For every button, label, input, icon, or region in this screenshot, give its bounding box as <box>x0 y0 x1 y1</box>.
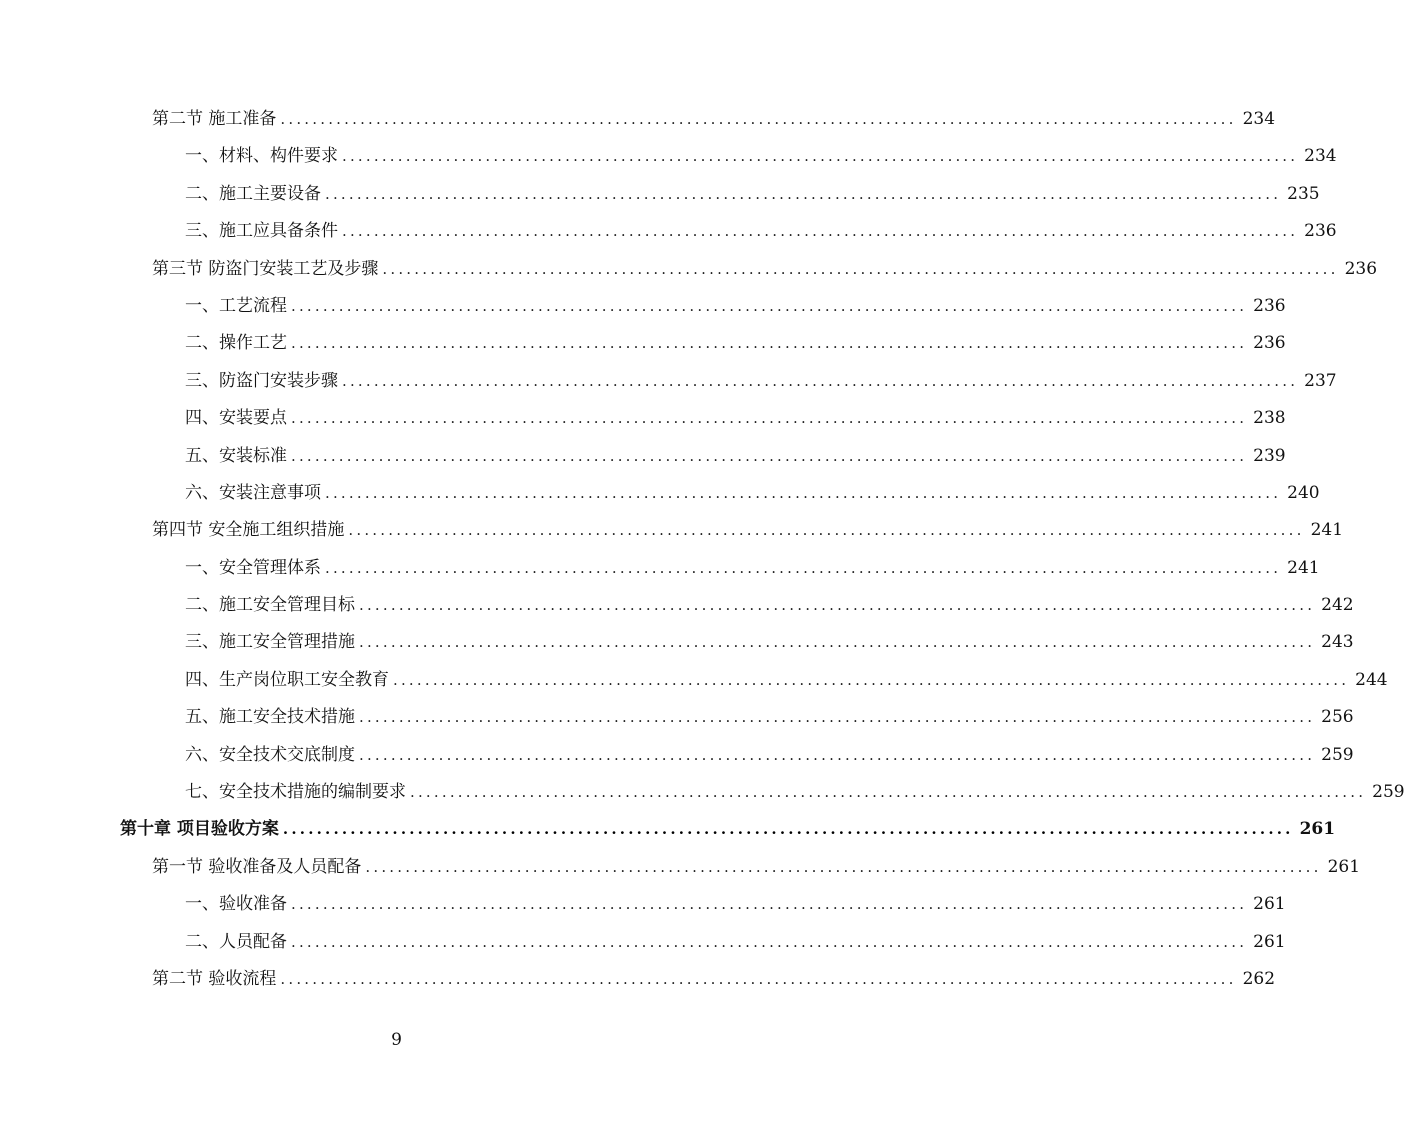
toc-entry-line <box>185 774 1405 811</box>
toc-entry-title: 一、验收准备 <box>185 894 287 915</box>
toc-entry-line <box>185 400 1286 437</box>
toc-entry-page: 236 <box>1344 258 1378 279</box>
dot-leader: ........................................................................................................................ <box>280 110 1237 128</box>
toc-entry[interactable] <box>0 400 1286 437</box>
toc-entry-line <box>185 924 1286 961</box>
toc-entry-page: 234 <box>1242 109 1276 129</box>
toc-entry[interactable] <box>0 213 1337 250</box>
toc-entry-title: 五、安装标准 <box>185 445 287 466</box>
toc-entry-title: 六、安全技术交底制度 <box>185 744 355 765</box>
toc-entry-line <box>152 961 1276 998</box>
toc-entry-line <box>185 699 1354 736</box>
toc-entry-title: 第四节 安全施工组织措施 <box>152 520 345 541</box>
toc-entry-title: 四、生产岗位职工安全教育 <box>185 669 389 690</box>
toc-entry-title: 二、施工主要设备 <box>185 183 321 204</box>
dot-leader: ........................................................................................................................ <box>280 969 1237 988</box>
toc-entry-title: 第二节 施工准备 <box>152 109 277 129</box>
toc-entry-page: 236 <box>1253 295 1286 316</box>
toc-entry-line <box>185 475 1320 512</box>
toc-entry-title: 一、工艺流程 <box>185 295 287 316</box>
toc-entry[interactable] <box>0 176 1320 213</box>
toc-entry-page: 237 <box>1304 370 1337 391</box>
toc-entry-line <box>185 438 1286 475</box>
toc-entry-page: 238 <box>1253 408 1286 429</box>
toc-entry-page: 234 <box>1304 146 1337 167</box>
toc-entry-page: 236 <box>1253 333 1286 354</box>
dot-leader: ........................................................................................................................ <box>359 708 1316 727</box>
toc-entry[interactable] <box>0 849 1361 886</box>
toc-entry[interactable] <box>0 737 1354 774</box>
toc-entry-title: 一、安全管理体系 <box>185 557 321 578</box>
toc-entry-page: 262 <box>1242 968 1276 989</box>
toc-entry[interactable] <box>0 475 1320 512</box>
toc-entry-page: 259 <box>1372 782 1405 803</box>
toc-entry-title: 三、施工安全管理措施 <box>185 632 355 653</box>
toc-entry-title: 二、施工安全管理目标 <box>185 595 355 616</box>
toc-entry-page: 259 <box>1321 744 1354 765</box>
toc-entry-page: 239 <box>1253 445 1286 466</box>
toc-entry[interactable] <box>0 924 1286 961</box>
toc-entry[interactable] <box>0 101 1276 138</box>
toc-entry-page: 261 <box>1299 819 1336 840</box>
dot-leader: ........................................................................................................................ <box>291 446 1248 465</box>
dot-leader: ........................................................................................................................ <box>291 296 1248 315</box>
toc-entry-title: 七、安全技术措施的编制要求 <box>185 782 406 803</box>
toc-entry-line <box>152 101 1276 138</box>
dot-leader: ........................................................................................................................ <box>359 633 1316 652</box>
toc-entry[interactable] <box>0 363 1337 400</box>
toc-entry-title: 第十章 项目验收方案 <box>120 819 279 840</box>
dot-leader: ........................................................................................................................ <box>382 259 1339 278</box>
toc-entry[interactable] <box>0 587 1354 624</box>
dot-leader: ........................................................................................................................ <box>325 558 1282 577</box>
toc-entry-page: 243 <box>1321 632 1354 653</box>
toc-entry-line <box>185 138 1337 175</box>
dot-leader: ........................................................................................................................ <box>365 857 1322 876</box>
toc-entry-line <box>152 512 1344 549</box>
toc-entry-line <box>185 550 1320 587</box>
toc-entry-title: 二、操作工艺 <box>185 333 287 354</box>
toc-entry-line <box>185 886 1286 923</box>
toc-entry-title: 五、施工安全技术措施 <box>185 707 355 728</box>
dot-leader: ........................................................................................................................ <box>348 521 1305 540</box>
toc-entry-title: 三、防盗门安装步骤 <box>185 370 338 391</box>
toc-entry-title: 第三节 防盗门安装工艺及步骤 <box>152 258 379 279</box>
toc-entry-line <box>120 811 1336 848</box>
toc-entry[interactable] <box>0 138 1337 175</box>
toc-entry[interactable] <box>0 699 1354 736</box>
toc-entry[interactable] <box>0 774 1405 811</box>
dot-leader: ........................................................................................................................ <box>291 409 1248 428</box>
dot-leader: ........................................................................................................................ <box>359 596 1316 615</box>
toc-entry[interactable] <box>0 438 1286 475</box>
toc-entry-line <box>152 849 1361 886</box>
toc-entry-line <box>185 363 1337 400</box>
toc-entry[interactable] <box>0 550 1320 587</box>
toc-entry-line <box>185 325 1286 362</box>
toc-entry-title: 六、安装注意事项 <box>185 482 321 503</box>
dot-leader: ........................................................................................................................ <box>342 147 1299 166</box>
toc-entry-line <box>185 288 1286 325</box>
toc-entry-title: 一、材料、构件要求 <box>185 146 338 167</box>
toc-entry-title: 二、人员配备 <box>185 931 287 952</box>
dot-leader: ........................................................................................................................ <box>359 745 1316 764</box>
toc-entry-page: 261 <box>1253 931 1286 952</box>
toc-entry-page: 241 <box>1287 557 1320 578</box>
toc-entry[interactable] <box>0 662 1388 699</box>
toc-entry-line <box>185 662 1388 699</box>
toc-entry-page: 242 <box>1321 595 1354 616</box>
toc-entry-line <box>185 213 1337 250</box>
toc-entry[interactable] <box>0 961 1276 998</box>
toc-entry-page: 261 <box>1253 894 1286 915</box>
toc-entry-line <box>152 251 1378 288</box>
table-of-contents <box>0 101 1405 998</box>
toc-entry-line <box>185 587 1354 624</box>
toc-entry-page: 235 <box>1287 183 1320 204</box>
toc-entry[interactable] <box>0 811 1336 848</box>
toc-entry-title: 三、施工应具备条件 <box>185 221 338 242</box>
toc-entry-line <box>185 176 1320 213</box>
toc-entry-page: 240 <box>1287 482 1320 503</box>
toc-entry-page: 241 <box>1310 520 1344 541</box>
dot-leader: ........................................................................................................................ <box>325 184 1282 203</box>
toc-entry-title: 第一节 验收准备及人员配备 <box>152 856 362 877</box>
toc-entry-page: 236 <box>1304 221 1337 242</box>
dot-leader: ........................................................................................................................ <box>325 483 1282 502</box>
toc-entry[interactable] <box>0 251 1378 288</box>
dot-leader: ........................................................................................................................ <box>393 670 1350 689</box>
toc-entry[interactable] <box>0 512 1344 549</box>
dot-leader: ........................................................................................................................ <box>342 371 1299 390</box>
toc-entry[interactable] <box>0 624 1354 661</box>
dot-leader: ........................................................................................................................ <box>291 932 1248 951</box>
page-number: 9 <box>391 1030 402 1050</box>
toc-entry[interactable] <box>0 288 1286 325</box>
dot-leader: ........................................................................................................................ <box>291 895 1248 914</box>
toc-entry[interactable] <box>0 325 1286 362</box>
toc-entry-title: 四、安装要点 <box>185 408 287 429</box>
dot-leader: ........................................................................................................................ <box>342 222 1299 241</box>
toc-entry-title: 第二节 验收流程 <box>152 968 277 989</box>
toc-entry-page: 256 <box>1321 707 1354 728</box>
toc-entry-line <box>185 737 1354 774</box>
toc-entry-page: 261 <box>1327 856 1361 877</box>
dot-leader: ........................................................................................................................ <box>410 783 1367 802</box>
dot-leader: ........................................................................................................................ <box>282 820 1294 839</box>
toc-entry-line <box>185 624 1354 661</box>
toc-entry[interactable] <box>0 886 1286 923</box>
dot-leader: ........................................................................................................................ <box>291 334 1248 353</box>
toc-entry-page: 244 <box>1355 669 1388 690</box>
